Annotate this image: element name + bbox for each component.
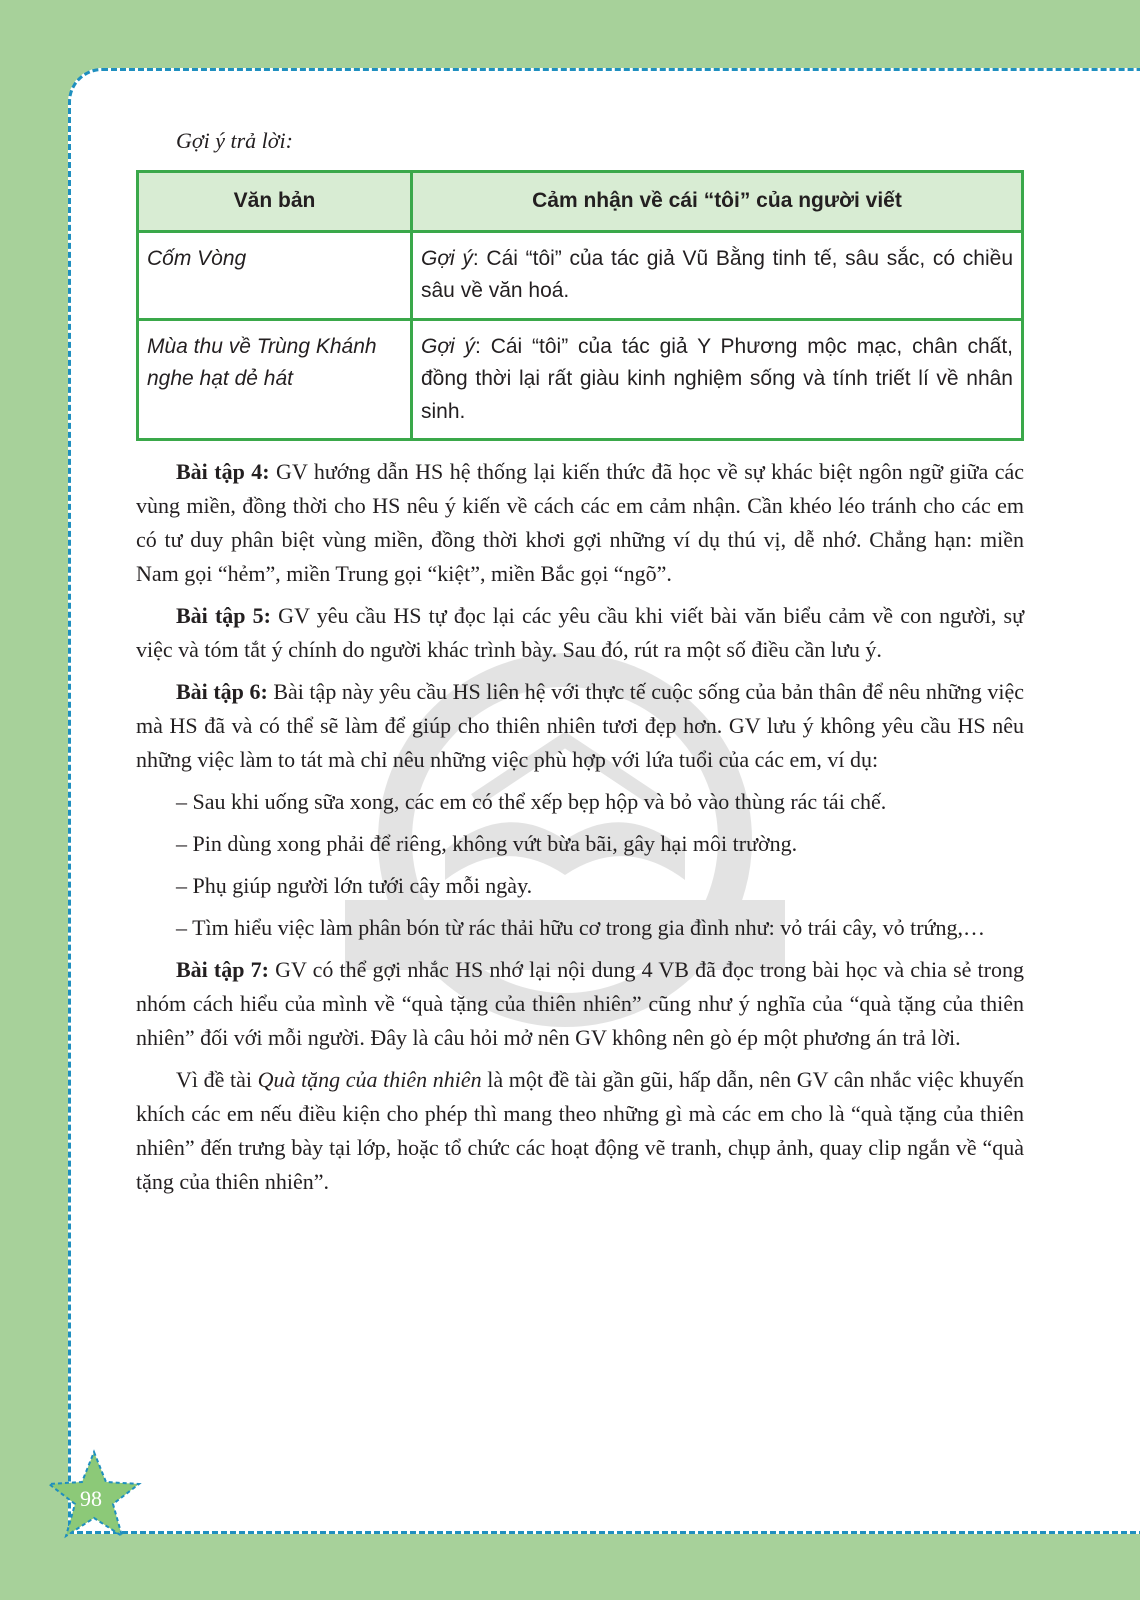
answer-hint-label: Gợi ý trả lời: (176, 128, 293, 153)
comment-text: : Cái “tôi” của tác giả Vũ Bằng tinh tế, sâu sắc, có chiều sâu về văn hoá. (421, 246, 1013, 303)
exercise-6-paragraph (136, 675, 1024, 777)
exercise-7-paragraph (136, 953, 1024, 1055)
comment-text: : Cái “tôi” của tác giả Y Phương mộc mạc, chân chất, đồng thời lại rất giàu kinh nghiệm sống và tính triết lí về nhân sinh. (421, 334, 1013, 423)
list-item: – Pin dùng xong phải để riêng, không vứt bừa bãi, gây hại môi trường. (176, 831, 798, 857)
exercise-5-label: Bài tập 5: (176, 603, 272, 629)
table-cell-text: Mùa thu về Trùng Khánh nghe hạt dẻ hát (138, 319, 412, 440)
list-item: – Sau khi uống sữa xong, các em có thể xếp bẹp hộp và bỏ vào thùng rác tái chế. (176, 789, 887, 815)
closing-paragraph (136, 1063, 1024, 1199)
reference-table (136, 170, 1024, 441)
exercise-5-paragraph (136, 599, 1024, 667)
exercise-5-text: GV yêu cầu HS tự đọc lại các yêu cầu khi viết bài văn biểu cảm về con người, sự việc và tóm tắt ý chính do người khác trình bày. Sau đó, rút ra một số điều cần lưu ý. (136, 603, 1024, 663)
hint-label: Gợi ý (421, 334, 476, 358)
closing-text-start: Vì đề tài (176, 1067, 258, 1093)
table-header-text: Văn bản (138, 172, 412, 232)
exercise-7-text: GV có thể gợi nhắc HS nhớ lại nội dung 4 VB đã đọc trong bài học và chia sẻ trong nhóm cách hiểu của mình về “quà tặng của thiên nhiên” cũng như ý nghĩa của “quà tặng của thiên nhiên” đối với mỗi người. Đây là câu hỏi mở nên GV không nên gò ép một phương án trả lời. (136, 957, 1024, 1051)
exercise-6-label: Bài tập 6: (176, 679, 268, 705)
exercise-4-paragraph (136, 455, 1024, 591)
exercise-6-text: Bài tập này yêu cầu HS liên hệ với thực tế cuộc sống của bản thân để nêu những việc mà HS đã và có thể sẽ làm để giúp cho thiên nhiên tươi đẹp hơn. GV lưu ý không yêu cầu HS nêu những việc làm to tát mà chỉ nêu những việc phù hợp với lứa tuổi của các em, ví dụ: (136, 679, 1024, 773)
table-row (138, 231, 1023, 319)
closing-text-end: là một đề tài gần gũi, hấp dẫn, nên GV cân nhắc việc khuyến khích các em nếu điều kiện cho phép thì mang theo những gì mà các em cho là “quà tặng của thiên nhiên” đến trưng bày tại lớp, hoặc tổ chức các hoạt động vẽ tranh, chụp ảnh, quay clip ngắn về “quà tặng của thiên nhiên”. (136, 1067, 1024, 1195)
exercise-4-label: Bài tập 4: (176, 459, 270, 485)
table-cell-text: Cốm Vòng (138, 231, 412, 319)
page-number: 98 (80, 1486, 102, 1511)
exercise-7-label: Bài tập 7: (176, 957, 269, 983)
topic-title: Quà tặng của thiên nhiên (257, 1067, 482, 1093)
list-item: – Phụ giúp người lớn tưới cây mỗi ngày. (176, 873, 533, 899)
table-header-comment: Cảm nhận về cái “tôi” của người viết (412, 172, 1023, 232)
table-cell-comment (412, 319, 1023, 440)
exercise-4-text: GV hướng dẫn HS hệ thống lại kiến thức đã học về sự khác biệt ngôn ngữ giữa các vùng miền, đồng thời cho HS nêu ý kiến về cách các em cảm nhận. Cần khéo léo tránh cho các em có tư duy phân biệt vùng miền, đồng thời khơi gợi những ví dụ thú vị, dễ nhớ. Chẳng hạn: miền Nam gọi “hẻm”, miền Trung gọi “kiệt”, miền Bắc gọi “ngõ”. (136, 459, 1024, 587)
hint-label: Gợi ý (421, 246, 473, 270)
table-row (138, 319, 1023, 440)
list-item: – Tìm hiểu việc làm phân bón từ rác thải hữu cơ trong gia đình như: vỏ trái cây, vỏ trứng,… (176, 915, 985, 941)
table-cell-comment (412, 231, 1023, 319)
